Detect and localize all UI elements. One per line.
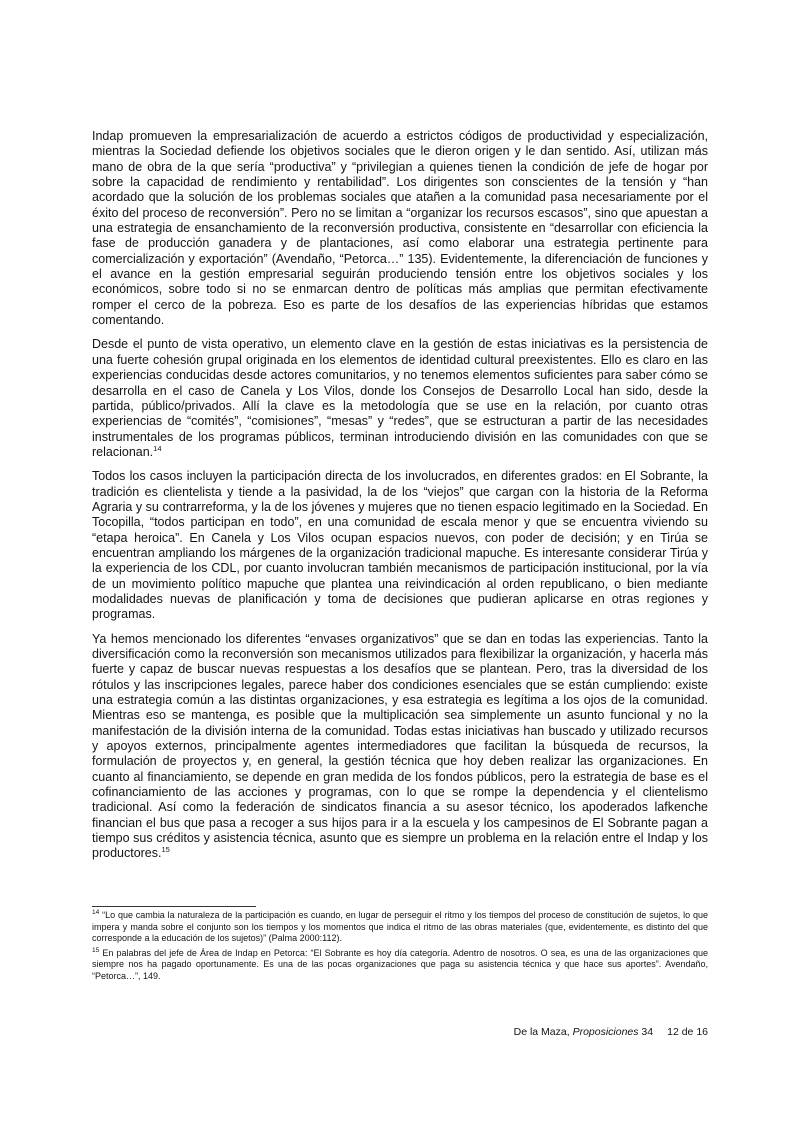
paragraph bbox=[92, 632, 708, 862]
page-footer bbox=[514, 1026, 708, 1038]
footnote bbox=[92, 948, 708, 983]
footer-journal: Proposiciones bbox=[572, 1026, 639, 1038]
footnote-number: 15 bbox=[92, 946, 100, 954]
paragraph bbox=[92, 129, 708, 328]
footnote-separator bbox=[92, 906, 256, 907]
paragraph-text: Ya hemos mencionado los diferentes “envases organizativos” que se dan en todas las experiencias. Tanto la diversificación como la reconversión son mecanismos utilizados para flexibilizar la organización, y hacerla más fuerte y capaz de buscar nuevas respuestas a los desafíos que se plantean. Pero, tras la diversidad de los rótulos y las inscripciones legales, parece haber dos condiciones esenciales que se están cumpliendo: existe una estrategia común a las distintas organizaciones, y esa estrategia es legítima a los ojos de la comunidad. Mientras eso se mantenga, es posible que la multiplicación sea simplemente un asunto funcional y no la manifestación de la división interna de la comunidad. Todas estas iniciativas han buscado y utilizado recursos y apoyos externos, principalmente agentes intermediadores que facilitan la búsqueda de recursos, la formulación de proyectos y, en general, la gestión técnica que hoy deben realizar las organizaciones. En cuanto al financiamiento, se depende en gran medida de los fondos públicos, pero la estrategia de base es el cofinanciamiento de las acciones y programas, con lo que se rompe la dependencia y el clientelismo tradicional. Así como la federación de sindicatos financia a su asesor técnico, los apoderados lafkenche financian el bus que pasa a recoger a sus hijos para ir a la escuela y los campesinos de El Sobrante pagan a tiempo sus créditos y asistencia técnica, asunto que es siempre un problema en la relación entre el Indap y los productores. bbox=[92, 631, 708, 861]
paragraph bbox=[92, 469, 708, 622]
footnote-number: 14 bbox=[92, 909, 100, 916]
paragraph-text: Desde el punto de vista operativo, un elemento clave en la gestión de estas iniciativas es la persistencia de una fuerte cohesión grupal originada en los elementos de identidad cultural preexistentes. Ello es claro en las experiencias conducidas desde actores comunitarios, y no tenemos elementos suficientes para saber cómo se desarrolla en el caso de Canela y Los Vilos, donde los Consejos de Desarrollo Local han sido, desde la partida, público/privados. Allí la clave es la metodología que se use en la relación, por cuanto otras experiencias de “comités”, “comisiones”, “mesas” y “redes”, que se estructuran a partir de las necesidades instrumentales de los programas públicos, terminan introduciendo división en las comunidades con que se relacionan. bbox=[92, 337, 708, 459]
footnotes bbox=[92, 910, 708, 985]
paragraph-text: Todos los casos incluyen la participación directa de los involucrados, en diferentes grados: en El Sobrante, la tradición es clientelista y tiende a la pasividad, la de los “viejos” que cargan con la historia de la Reforma Agraria y su contrarreforma, y la de los jóvenes y mujeres que no tienen espacio legitimado en la Sociedad. En Tocopilla, “todos participan en todo”, en una comunidad de escala menor y que se encuentra viviendo su “etapa heroica”. En Canela y Los Vilos ocupan espacios nuevos, con poder de decisión; y en Tirúa se encuentran ampliando los márgenes de la organización tradicional mapuche. Es interesante considerar Tirúa y la experiencia de los CDL, por cuanto involucran también mecanismos de participación institucional, por la vía de un movimiento político mapuche que plantea una reivindicación al orden republicano, o bien mediante modalidades nuevas de planificación y toma de decisiones que pudieran aplicarse en otras regiones y programas. bbox=[92, 469, 708, 622]
footnote-text: “Lo que cambia la naturaleza de la participación es cuando, en lugar de perseguir el ritmo y los tiempos del proceso de constitución de sujetos, lo que impera y manda sobre el conjunto son los tiempos y los momentos que indica el ritmo de las obras materiales (que, evidentemente, es distinto del que corresponde a la educación de los sujetos)” (Palma 2000:112). bbox=[92, 910, 708, 943]
page-number: 12 de 16 bbox=[667, 1026, 708, 1038]
paragraph-text: Indap promueven la empresarialización de acuerdo a estrictos códigos de productividad y especialización, mientras la Sociedad defiende los objetivos sociales que le dieron origen y le dan sentido. Así, utilizan más mano de obra de la que sería “productiva” y “privilegian a quienes tienen la condición de jefe de hogar por sobre la capacidad de rendimiento y rentabilidad”. Los dirigentes son conscientes de la tensión y “han acordado que la solución de los problemas sociales que atañen a la comunidad pasa necesariamente por el éxito del proceso de reconversión”. Pero no se limitan a “organizar los recursos escasos”, sino que apuestan a una estrategia de ensanchamiento de la reconversión productiva, consistente en “desarrollar con eficiencia la fase de producción ganadera y de plantaciones, así como elaborar una estrategia pertinente para comercialización y exportación” (Avendaño, “Petorca…” 135). Evidentemente, la diferenciación de funciones y el avance en la gestión empresarial seguirán produciendo tensión entre los objetivos sociales y los económicos, sobre todo si no se enmarcan dentro de políticas más amplias que permitan efectivamente romper el cerco de la pobreza. Eso es parte de los desafíos de las experiencias híbridas que estamos comentando. bbox=[92, 129, 708, 328]
footnote-reference[interactable]: 15 bbox=[161, 845, 170, 855]
body-text bbox=[92, 129, 708, 871]
footer-author: De la Maza, bbox=[513, 1026, 573, 1038]
paragraph bbox=[92, 337, 708, 460]
footnote-reference[interactable]: 14 bbox=[153, 443, 162, 453]
footnote-text: En palabras del jefe de Área de Indap en Petorca: “El Sobrante es hoy día categoría. Adentro de nosotros. O sea, es una de las organizaciones que siempre nos ha pagado oportunamente. Es una de las pocas organizaciones que paga su asistencia técnica y que hace sus aportes”. Avendaño, “Petorca…”, 149. bbox=[92, 947, 708, 981]
footer-issue: 34 bbox=[638, 1026, 654, 1038]
footnote bbox=[92, 910, 708, 945]
